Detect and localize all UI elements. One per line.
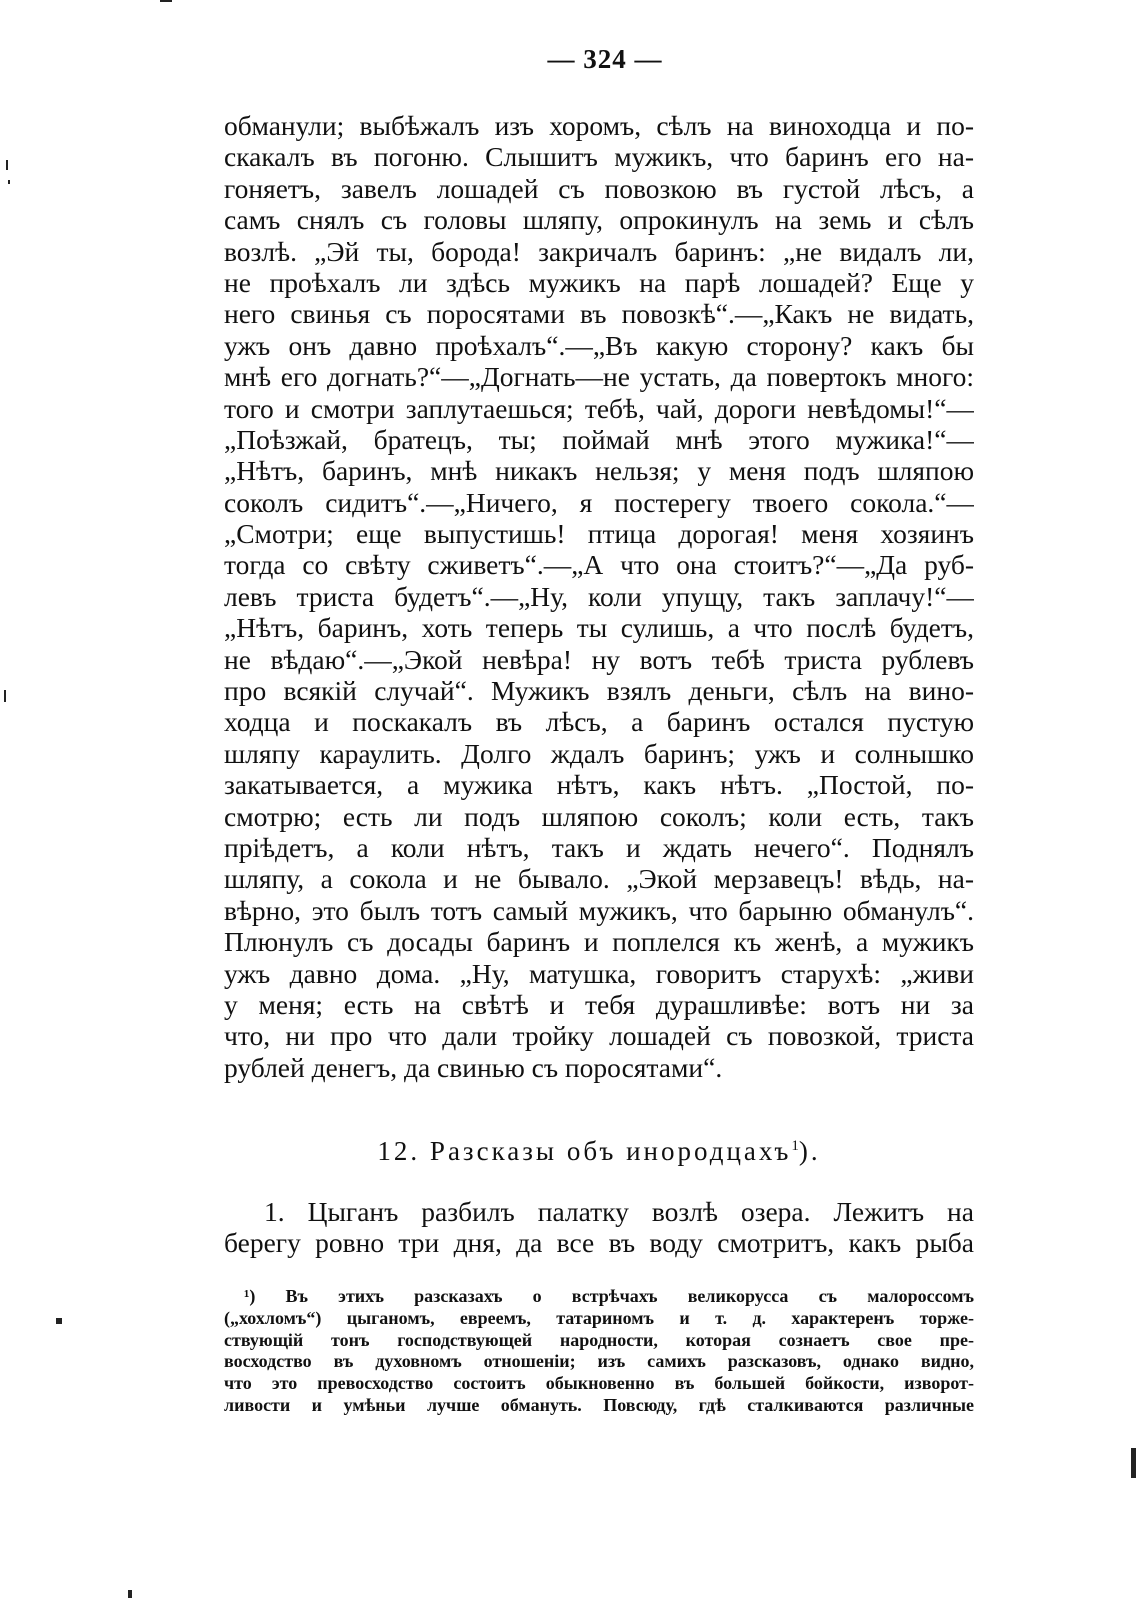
text-line: что, ни про что дали тройку лошадей съ повозкой, триста [224, 1020, 974, 1052]
text-line: левъ триста будетъ“.—„Ну, коли упущу, такъ заплачу!“— [224, 580, 974, 612]
text-line: него свинья съ поросятами въ повозкѣ“.—„Какъ не видать, [224, 298, 974, 330]
scan-speck [8, 180, 10, 184]
footnote-marker: 1 [791, 1138, 799, 1154]
footnote-line: что это превосходство состоитъ обыкновенно въ большей бойкости, изворот- [224, 1373, 974, 1394]
text-line: пріѣдетъ, а коли нѣтъ, такъ и ждать нечего“. Поднялъ [224, 831, 974, 863]
footnote [224, 1286, 974, 1417]
section-heading-text: 12. Разсказы объ инородцахъ [377, 1136, 792, 1166]
text-line: скакалъ въ погоню. Слышитъ мужикъ, что баринъ его на- [224, 141, 974, 173]
text-line: того и смотри заплутаешься; тебѣ, чай, дороги невѣдомы!“— [224, 392, 974, 424]
footnote-line: ¹) Въ этихъ разсказахъ о встрѣчахъ великорусса съ малороссомъ [244, 1286, 974, 1306]
text-line: вѣрно, это былъ тотъ самый мужикъ, что барыню обманулъ“. [224, 894, 974, 926]
text-line: не вѣдаю“.—„Экой невѣра! ну вотъ тебѣ триста рублевъ [224, 643, 974, 675]
text-line: ужъ давно дома. „Ну, матушка, говоритъ старухѣ: „живи [224, 957, 974, 989]
text-line: тогда со свѣту сживетъ“.—„А что она стоитъ?“—„Да руб- [224, 549, 974, 581]
footnote-line: ливости и умѣньи лучше обмануть. Повсюду, гдѣ сталкиваются различные [224, 1394, 974, 1415]
scan-speck [56, 1318, 62, 1324]
scan-speck [160, 0, 172, 2]
text-line: гоняетъ, завелъ лошадей съ повозкою въ густой лѣсъ, а [224, 172, 974, 204]
section-text [224, 1196, 974, 1259]
text-line: Плюнулъ съ досады баринъ и поплелся къ женѣ, а мужикъ [224, 926, 974, 958]
footnote-line: ствующій тонъ господствующей народности, которая сознаетъ свое пре- [224, 1329, 974, 1350]
text-line: „Поѣзжай, братецъ, ты; поймай мнѣ этого мужика!“— [224, 423, 974, 455]
text-line: шляпу караулить. Долго ждалъ баринъ; ужъ и солнышко [224, 737, 974, 769]
text-line: закатывается, а мужика нѣтъ, какъ нѣтъ. „Постой, по- [224, 769, 974, 801]
text-line: мнѣ его догнать?“—„Догнать—не устать, да повертокъ много: [224, 361, 974, 393]
text-line: у меня; есть на свѣтѣ и тебя дурашливѣе: вотъ ни за [224, 988, 974, 1020]
text-line: ужъ онъ давно проѣхалъ“.—„Въ какую сторону? какъ бы [224, 329, 974, 361]
text-line: 1. Цыганъ разбилъ палатку возлѣ озера. Лежитъ на [264, 1196, 974, 1227]
text-line: „Нѣтъ, баринъ, мнѣ никакъ нельзя; у меня подъ шляпою [224, 455, 974, 487]
scan-speck [6, 160, 8, 170]
footnote-line: („хохломъ“) цыганомъ, евреемъ, татариномъ и т. д. характеренъ торже- [224, 1307, 974, 1328]
text-line: про всякій случай“. Мужикъ взялъ деньги, сѣлъ на вино- [224, 675, 974, 707]
scan-speck [128, 1590, 132, 1598]
text-line: смотрю; есть ли подъ шляпою соколъ; коли есть, такъ [224, 800, 974, 832]
text-line: обманули; выбѣжалъ изъ хоромъ, сѣлъ на виноходца и по- [224, 110, 974, 141]
page-number: — 324 — [547, 44, 663, 74]
section-heading-close: ). [798, 1136, 821, 1166]
text-line: соколъ сидитъ“.—„Ничего, я постерегу твоего сокола.“— [224, 486, 974, 518]
scan-speck [4, 690, 6, 702]
text-line: не проѣхалъ ли здѣсь мужикъ на парѣ лошадей? Еще у [224, 266, 974, 298]
text-line: рублей денегъ, да свинью съ поросятами“. [224, 1051, 723, 1083]
section-heading [224, 1136, 974, 1167]
text-line: ходца и поскакалъ въ лѣсъ, а баринъ остался пустую [224, 706, 974, 738]
text-line: возлѣ. „Эй ты, борода! закричалъ баринъ: „не видалъ ли, [224, 235, 974, 267]
footnote-line: восходство въ духовномъ отношеніи; изъ самихъ разсказовъ, однако видно, [224, 1351, 974, 1372]
body-text [224, 110, 974, 1083]
text-line: „Смотри; еще выпустишь! птица дорогая! меня хозяинъ [224, 518, 974, 550]
text-line: „Нѣтъ, баринъ, хоть теперь ты сулишь, а что послѣ будетъ, [224, 612, 974, 644]
scan-speck [1131, 1448, 1136, 1478]
text-line: берегу ровно три дня, да все въ воду смотритъ, какъ рыба [224, 1227, 974, 1259]
text-line: шляпу, а сокола и не бывало. „Экой мерзавецъ! вѣдь, на- [224, 863, 974, 895]
text-line: самъ снялъ съ головы шляпу, опрокинулъ на земь и сѣлъ [224, 204, 974, 236]
